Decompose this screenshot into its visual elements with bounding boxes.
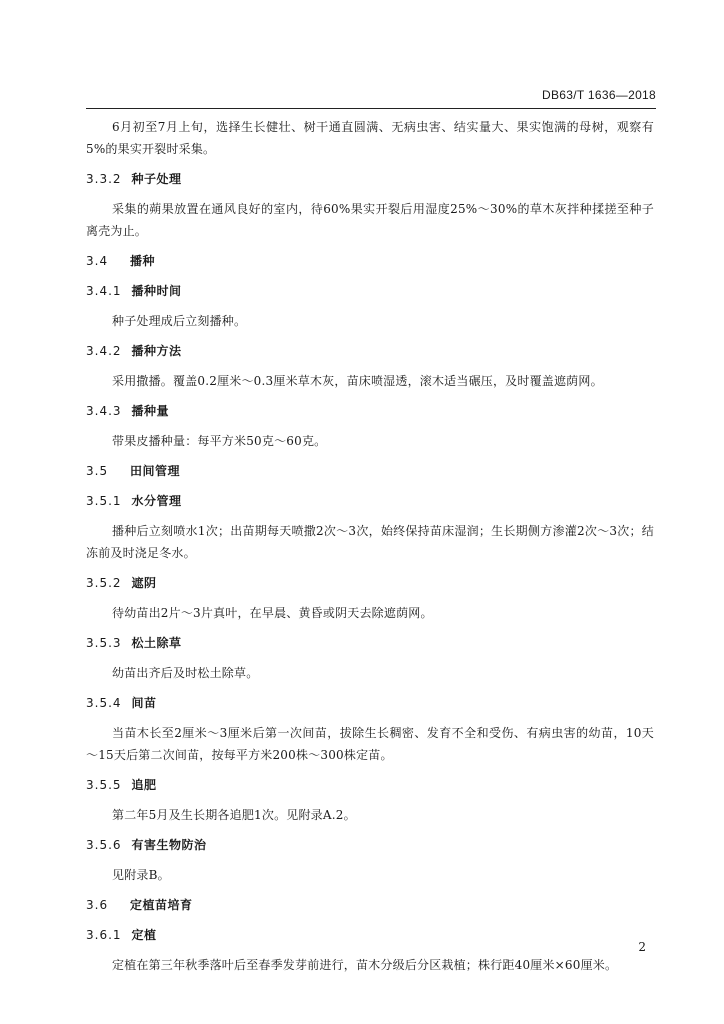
section-heading (86, 164, 654, 194)
section-title: 播种方法 (131, 344, 182, 358)
paragraph: 当苗木长至2厘米～3厘米后第一次间苗，拔除生长稠密、发育不全和受伤、有病虫害的幼苗，10天～15天后第二次间苗，按每平方米200株～300株定苗。 (86, 726, 654, 762)
section-number: 3.5.1 (86, 494, 122, 508)
paragraph: 带果皮播种量：每平方米50克～60克。 (112, 434, 327, 448)
section-heading (86, 688, 654, 718)
section-number: 3.5.6 (86, 838, 122, 852)
section-title: 水分管理 (131, 494, 182, 508)
section-title: 定植苗培育 (130, 898, 193, 912)
section-heading (86, 336, 654, 366)
section-title: 松土除草 (131, 636, 182, 650)
section-title: 遮阴 (131, 576, 157, 590)
header-rule (86, 108, 656, 109)
section-title: 种子处理 (131, 172, 182, 186)
section-number: 3.5.5 (86, 778, 122, 792)
page-number: 2 (638, 940, 646, 954)
section-number: 3.3.2 (86, 172, 122, 186)
section-number: 3.6.1 (86, 928, 122, 942)
section-number: 3.4.1 (86, 284, 122, 298)
paragraph: 6月初至7月上旬，选择生长健壮、树干通直圆满、无病虫害、结实量大、果实饱满的母树，观察有5%的果实开裂时采集。 (86, 120, 654, 156)
section-heading (86, 770, 654, 800)
paragraph: 种子处理成后立刻播种。 (112, 314, 247, 328)
page-body (86, 112, 654, 980)
paragraph: 采用撒播。覆盖0.2厘米～0.3厘米草木灰，苗床喷湿透，滚木适当碾压，及时覆盖遮荫网。 (112, 374, 603, 388)
section-number: 3.6 (86, 898, 109, 912)
section-title: 间苗 (131, 696, 157, 710)
paragraph: 见附录B。 (112, 868, 170, 882)
section-title: 有害生物防治 (131, 838, 207, 852)
section-number: 3.5.2 (86, 576, 122, 590)
paragraph: 第二年5月及生长期各追肥1次。见附录A.2。 (112, 808, 356, 822)
section-title: 播种 (130, 254, 156, 268)
section-heading (86, 456, 654, 486)
paragraph: 定植在第三年秋季落叶后至春季发芽前进行，苗木分级后分区栽植；株行距40厘米×60厘米。 (112, 958, 618, 972)
section-heading (86, 628, 654, 658)
section-heading (86, 890, 654, 920)
section-title: 定植 (131, 928, 157, 942)
section-number: 3.5 (86, 464, 109, 478)
section-number: 3.5.3 (86, 636, 122, 650)
section-heading (86, 830, 654, 860)
paragraph: 采集的蒴果放置在通风良好的室内，待60%果实开裂后用湿度25%～30%的草木灰拌种揉搓至种子离壳为止。 (86, 202, 654, 238)
section-number: 3.5.4 (86, 696, 122, 710)
section-heading (86, 396, 654, 426)
section-heading (86, 486, 654, 516)
section-heading (86, 568, 654, 598)
section-number: 3.4 (86, 254, 109, 268)
section-number: 3.4.3 (86, 404, 122, 418)
document-code: DB63/T 1636—2018 (542, 88, 656, 102)
section-heading (86, 920, 654, 950)
section-title: 播种时间 (131, 284, 182, 298)
paragraph: 幼苗出齐后及时松土除草。 (112, 666, 259, 680)
paragraph: 待幼苗出2片～3片真叶，在早晨、黄昏或阴天去除遮荫网。 (112, 606, 433, 620)
section-title: 追肥 (131, 778, 157, 792)
paragraph: 播种后立刻喷水1次；出苗期每天喷撒2次～3次，始终保持苗床湿润；生长期侧方渗灌2次～3次；结冻前及时浇足冬水。 (86, 524, 654, 560)
section-heading (86, 246, 654, 276)
section-title: 田间管理 (130, 464, 181, 478)
section-title: 播种量 (131, 404, 170, 418)
section-number: 3.4.2 (86, 344, 122, 358)
section-heading (86, 276, 654, 306)
